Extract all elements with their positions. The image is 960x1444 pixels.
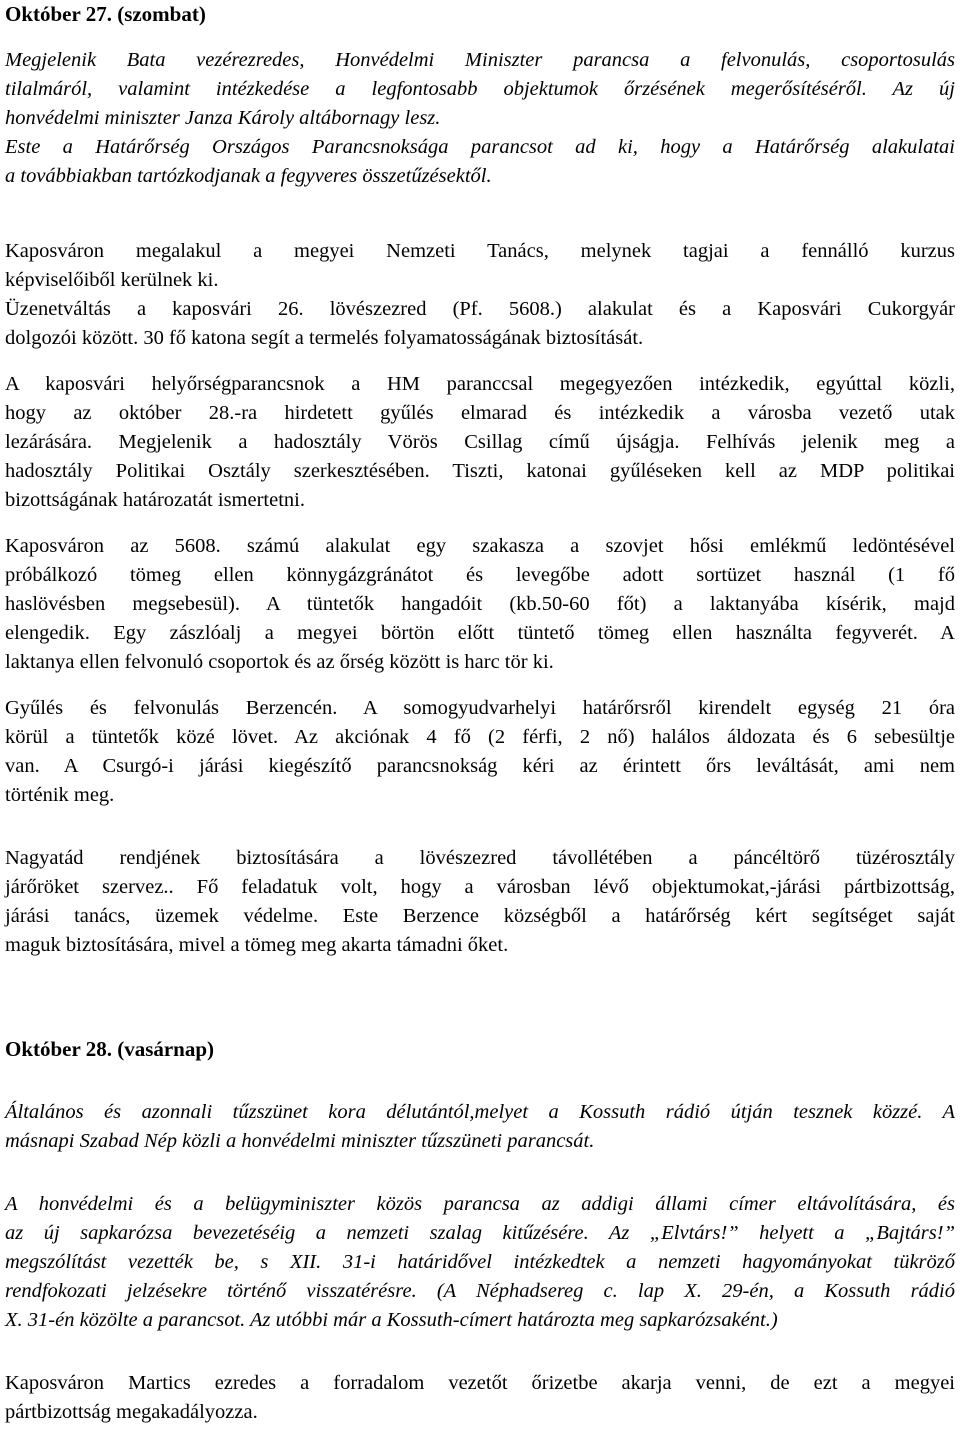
day1-paragraph-3	[5, 370, 955, 515]
text-line: van. A Csurgó-i járási kiegészítő parancsnokság kéri az érintett őrs leváltását, ami nem	[5, 755, 955, 777]
document-page	[5, 0, 955, 1427]
text-line: haslövésben megsebesül). A tüntetők hangadóit (kb.50-60 főt) a laktanyába kísérik, majd	[5, 593, 955, 615]
text-line: Gyűlés és felvonulás Berzencén. A somogyudvarhelyi határőrsről kirendelt egység 21 óra	[5, 697, 955, 719]
day1-paragraph-4	[5, 532, 955, 677]
day2-heading: Október 28. (vasárnap)	[5, 1037, 215, 1061]
text-line: maguk biztosítására, mivel a tömeg meg akarta támadni őket.	[5, 934, 509, 956]
text-line: dolgozói között. 30 fő katona segít a termelés folyamatosságának biztosítását.	[5, 327, 644, 349]
text-line: Kaposváron az 5608. számú alakulat egy szakasza a szovjet hősi emlékmű ledöntésével	[5, 535, 955, 557]
text-line: Megjelenik Bata vezérezredes, Honvédelmi Miniszter parancsa a felvonulás, csoportosulás	[5, 49, 955, 71]
text-line: képviselőiből kerülnek ki.	[5, 269, 219, 291]
day1-paragraph-6	[5, 844, 955, 960]
day2-paragraph-1	[5, 1098, 955, 1156]
text-line: Kaposváron megalakul a megyei Nemzeti Tanács, melynek tagjai a fennálló kurzus	[5, 240, 955, 262]
text-line: hadosztály Politikai Osztály szerkesztésében. Tiszti, katonai gyűléseken kell az MDP politikai	[5, 460, 955, 482]
text-line: laktanya ellen felvonuló csoportok és az őrség között is harc tör ki.	[5, 651, 554, 673]
text-line: történik meg.	[5, 784, 115, 806]
text-line: Nagyatád rendjének biztosítására a lövészezred távollétében a páncéltörő tüzérosztály	[5, 847, 955, 869]
text-line: lezárására. Megjelenik a hadosztály Vörös Csillag című újságja. Felhívás jelenik meg a	[5, 431, 955, 453]
text-line: elengedik. Egy zászlóalj a megyei börtön előtt tüntető tömeg ellen használta fegyverét. A	[5, 622, 955, 644]
text-line: körül a tüntetők közé lövet. Az akciónak 4 fő (2 férfi, 2 nő) halálos áldozata és 6 sebesültje	[5, 726, 955, 748]
day2-paragraph-2	[5, 1190, 955, 1335]
text-line: A honvédelmi és a belügyminiszter közös parancsa az addigi állami címer eltávolítására, és	[5, 1193, 955, 1215]
text-line: a továbbiakban tartózkodjanak a fegyveres összetűzésektől.	[5, 165, 492, 187]
text-line: járőröket szervez.. Fő feladatuk volt, hogy a városban lévő objektumokat,-járási pártbizottság,	[5, 876, 955, 898]
text-line: másnapi Szabad Nép közli a honvédelmi miniszter tűzszüneti parancsát.	[5, 1130, 595, 1152]
text-line: honvédelmi miniszter Janza Károly altábornagy lesz.	[5, 107, 441, 129]
text-line: A kaposvári helyőrségparancsnok a HM paranccsal megegyezően intézkedik, egyúttal közli,	[5, 373, 955, 395]
text-line: Üzenetváltás a kaposvári 26. lövészezred (Pf. 5608.) alakulat és a Kaposvári Cukorgyár	[5, 298, 955, 320]
text-line: X. 31-én közölte a parancsot. Az utóbbi már a Kossuth-címert határozta meg sapkarózsaként.)	[5, 1309, 778, 1331]
text-line: Kaposváron Martics ezredes a forradalom vezetőt őrizetbe akarja venni, de ezt a megyei	[5, 1372, 955, 1394]
text-line: az új sapkarózsa bevezetéséig a nemzeti szalag kitűzésére. Az „Elvtárs!” helyett a „Bajtárs!”	[5, 1222, 955, 1244]
text-line: pártbizottság megakadályozza.	[5, 1401, 258, 1423]
day2-paragraph-3	[5, 1369, 955, 1427]
day1-heading: Október 27. (szombat)	[5, 2, 206, 26]
text-line: próbálkozó tömeg ellen könnygázgránátot és levegőbe adott sortüzet használ (1 fő	[5, 564, 955, 586]
text-line: tilalmáról, valamint intézkedése a legfontosabb objektumok őrzésének megerősítéséről. Az új	[5, 78, 955, 100]
text-line: rendfokozati jelzésekre történő visszatérésre. (A Néphadsereg c. lap X. 29-én, a Kossuth rádió	[5, 1280, 955, 1302]
text-line: bizottságának határozatát ismertetni.	[5, 489, 305, 511]
text-line: megszólítást vezették be, s XII. 31-i határidővel intézkedtek a nemzeti hagyományokat tükröző	[5, 1251, 955, 1273]
text-line: járási tanács, üzemek védelme. Este Berzence községből a határőrség kért segítséget saját	[5, 905, 955, 927]
day1-paragraph-1	[5, 46, 955, 191]
day1-paragraph-2	[5, 237, 955, 353]
day1-paragraph-5	[5, 694, 955, 810]
text-line: Általános és azonnali tűzszünet kora délutántól,melyet a Kossuth rádió útján tesznek közzé. A	[5, 1101, 955, 1123]
text-line: hogy az október 28.-ra hirdetett gyűlés elmarad és intézkedik a városba vezető utak	[5, 402, 955, 424]
text-line: Este a Határőrség Országos Parancsnoksága parancsot ad ki, hogy a Határőrség alakulatai	[5, 136, 955, 158]
